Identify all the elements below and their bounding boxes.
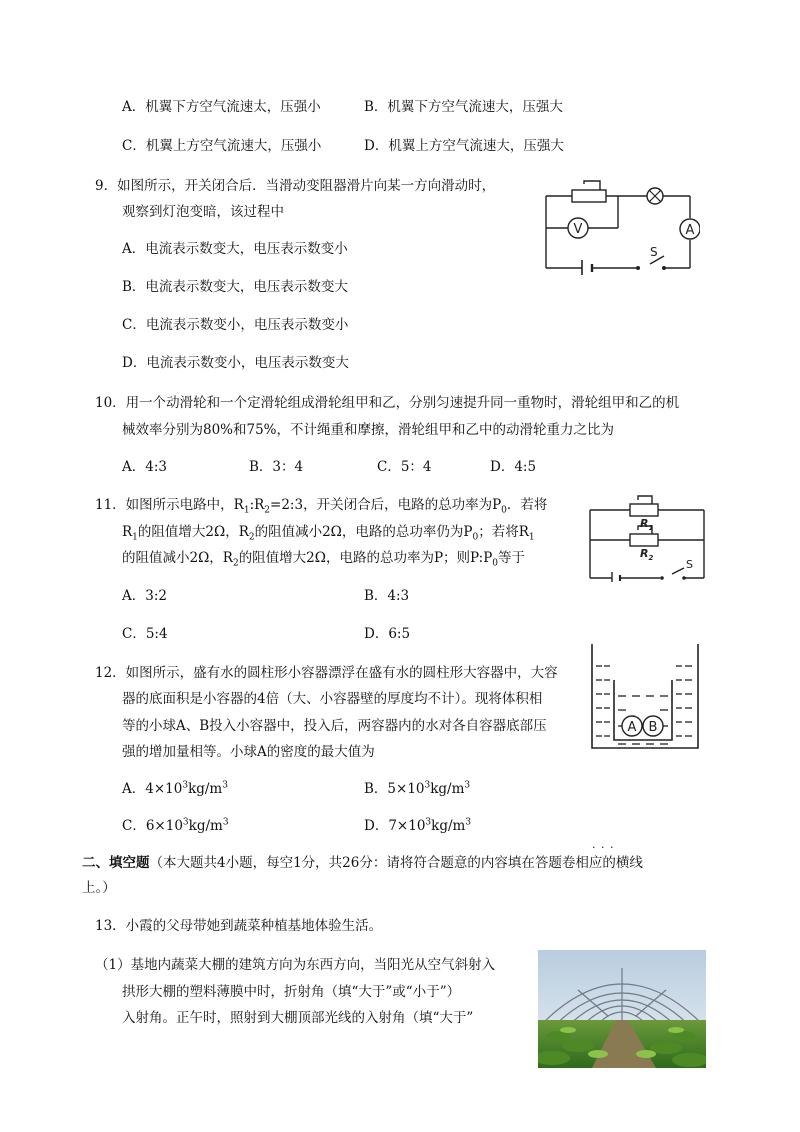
q9-option-b: B．电流表示数变大，电压表示数变大 — [122, 279, 348, 295]
q10-option-c: C．5：4 — [377, 459, 432, 475]
q12-option-c: C．$6\times 10^3kg/m^3$ — [122, 817, 229, 834]
q11-option-d: D．6:5 — [364, 626, 411, 642]
q11-stem-line1: 11．如图所示电路中，$R_1:R_2=2:3$，开关闭合后，电路的总功率为$P_0$．若将 — [95, 497, 548, 516]
q12-stem-line2: 器的底面积是小容器的4倍（大、小容器壁的厚度均不计）。现将体积相 — [122, 691, 543, 707]
q8-option-a: A．机翼下方空气流速太，压强小 — [122, 99, 321, 115]
q8-option-d: D．机翼上方空气流速大，压强大 — [364, 138, 564, 154]
q12-stem-line4: 强的增加量相等。小球A的密度的最大值为 — [122, 744, 375, 760]
q12-stem-line1: 12．如图所示，盛有水的圆柱形小容器漂浮在盛有水的圆柱形大容器中，大容 — [95, 665, 558, 681]
q13-part1-line2: 拱形大棚的塑料薄膜中时，折射角（填“大于”或“小于”） — [122, 984, 461, 1000]
q11-stem-line2: $R_1$的阻值增大2Ω，$R_2$的阻值减小2Ω，电路的总功率仍为$P_0$；若将$R_1$ — [122, 524, 535, 543]
q11-option-c: C．5:4 — [122, 626, 168, 642]
switch-label: S — [686, 558, 693, 571]
q11-circuit-diagram — [586, 494, 710, 582]
q13-part1-line1: （1）基地内蔬菜大棚的建筑方向为东西方向，当阳光从空气斜射入 — [95, 957, 496, 973]
section-2-title: 二、填空题 — [82, 855, 150, 871]
q11-option-b: B．4:3 — [364, 588, 410, 604]
switch-contact-icon — [636, 266, 640, 270]
q12-stem-line3: 等的小球A、B投入小容器中，投入后，两容器内的水对各自容器底部压 — [122, 718, 547, 734]
q10-stem-line1: 10．用一个动滑轮和一个定滑轮组成滑轮组甲和乙，分别匀速提升同一重物时，滑轮组甲和乙的机 — [95, 395, 680, 411]
q11-stem-line3: 的阻值减小2Ω，$R_2$的阻值增大2Ω，电路的总功率为P；则$P:P_0$等于 — [122, 550, 526, 569]
greenhouse-photo — [538, 950, 706, 1068]
q9-stem-line1: 9．如图所示，开关闭合后．当滑动变阻器滑片向某一方向滑动时， — [95, 178, 496, 194]
q10-option-a: A．4:3 — [122, 459, 167, 475]
q10-stem-line2: 械效率分别为80%和75%，不计绳重和摩擦，滑轮组甲和乙中的动滑轮重力之比为 — [122, 422, 615, 438]
q9-stem-line2: 观察到灯泡变暗，该过程中 — [122, 204, 284, 220]
q9-option-a: A．电流表示数变大，电压表示数变小 — [122, 241, 348, 257]
lamp-icon — [647, 188, 663, 204]
ammeter-label: A — [685, 223, 695, 238]
q12-option-b: B．$5\times 10^3kg/m^3$ — [364, 780, 471, 797]
switch-label: S — [650, 245, 658, 259]
r1-label: $R_1$ — [640, 517, 654, 532]
q12-option-d: D．$7\times 10^3kg/m^3$ — [364, 817, 472, 834]
ball-a-label: A — [627, 720, 637, 735]
q9-option-c: C．电流表示数变小，电压表示数变小 — [122, 317, 349, 333]
q13-part1-line3: 入射角。正午时，照射到大棚顶部光线的入射角（填“大于” — [122, 1010, 474, 1026]
ball-b-label: B — [648, 720, 658, 735]
q10-option-b: B．3：4 — [249, 459, 304, 475]
q8-option-c: C．机翼上方空气流速大，压强小 — [122, 138, 322, 154]
q13-stem: 13．小霞的父母带她到蔬菜种植基地体验生活。 — [95, 918, 383, 934]
voltmeter-label: V — [573, 222, 583, 237]
section-2-desc-cont: 上。） — [82, 880, 116, 896]
q12-container-diagram — [588, 644, 702, 752]
q12-option-a: A．$4\times 10^3kg/m^3$ — [122, 780, 228, 797]
q10-option-d: D．4:5 — [490, 459, 537, 475]
section-2-desc: （本大题共4小题，每空1分，共26分：请将符合题意的内容填在答题卷相应的横线 — [149, 855, 643, 871]
q8-option-b: B．机翼下方空气流速大，压强大 — [364, 99, 563, 115]
q9-option-d: D．电流表示数变小，电压表示数变大 — [122, 355, 349, 371]
section-2-heading — [82, 853, 643, 873]
r2-label: $R_2$ — [640, 547, 654, 562]
q11-option-a: A．3:2 — [122, 588, 167, 604]
q9-circuit-diagram — [540, 180, 700, 275]
emphasis-dots: · · · — [592, 841, 615, 854]
